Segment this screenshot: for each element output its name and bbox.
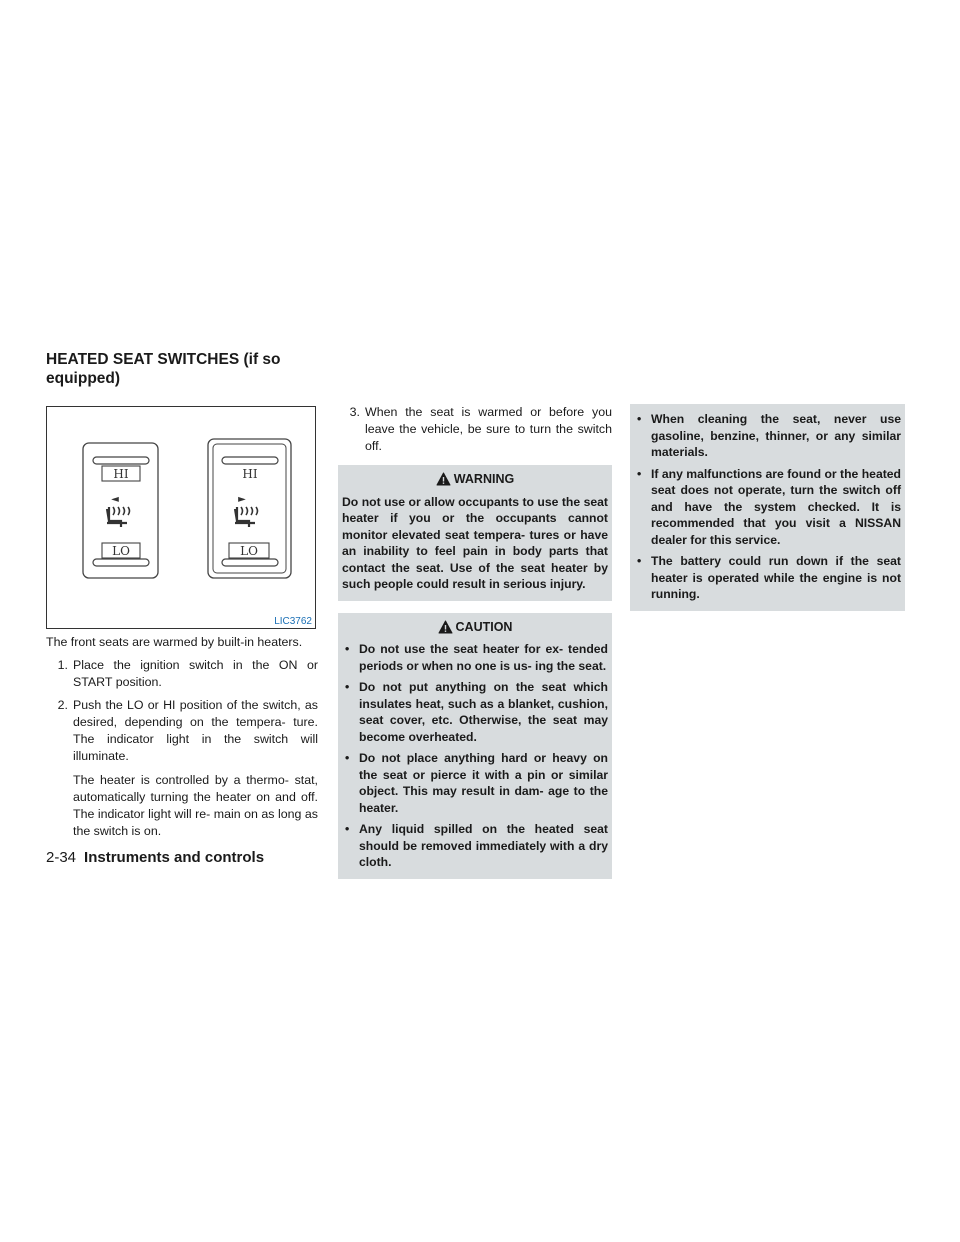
step-2 [46,697,318,765]
step-text: Place the ignition switch in the ON or START position. [73,658,318,689]
list-item: • Do not put anything on the seat which insulates heat, such as a blanket, cushion, seat cover, etc. Otherwise, the seat may become overheated. [345,680,608,744]
warning-text: Do not use or allow occupants to use the seat heater if you or the occupants cannot monitor elevated seat tempera- tures or have an inability to feel pain in body parts that contact the seat. Use of the seat heater by such people could result in serious injury. [342,494,608,591]
switch-illustration [47,407,315,628]
left-lo-label: LO [112,544,130,558]
step-3 [338,404,612,455]
caution-box [338,613,612,879]
page-footer [46,849,264,866]
thermostat-note: The heater is controlled by a thermo- stat, automatically turning the heater on and off. The indicator light will re- main on as long as the switch is on. [73,773,318,838]
right-arrow-icon: ► [238,494,246,505]
list-item: • Do not place anything hard or heavy on the seat or pierce it with a pin or similar object. This may result in dam- age to the heater. [345,751,608,815]
list-item: • When cleaning the seat, never use gasoline, benzine, thinner, or any similar materials. [637,412,901,459]
warning-triangle-icon [438,620,453,634]
seat-heater-icon [235,507,258,527]
caution-label: CAUTION [455,619,513,634]
list-item: • The battery could run down if the seat heater is operated while the engine is not running. [637,554,901,601]
list-item: • Any liquid spilled on the heated seat should be removed immediately with a dry cloth. [345,822,608,869]
column-2 [338,404,612,879]
list-item: • Do not use the seat heater for ex- tended periods or when no one is us- ing the seat. [345,642,608,673]
seat-heater-icon [107,507,130,527]
step-text: Push the LO or HI position of the switch, as desired, depending on the tempera- ture. The indicator light in the switch will illuminate. [73,698,318,763]
list-item: • If any malfunctions are found or the heated seat does not operate, turn the switch off and have the system checked. It is recommended that you visit a NISSAN dealer for this service. [637,466,901,547]
heated-seat-switch-figure [46,406,316,629]
intro-paragraph: The front seats are warmed by built-in heaters. [46,635,303,649]
section-title: HEATED SEAT SWITCHES (if so equipped) [46,351,281,387]
step-1 [46,657,318,691]
column-1 [46,634,318,840]
caution-list [342,641,608,871]
step-number: 3. [349,405,360,419]
caution-box-continued [630,404,905,611]
caution-list-continued [634,411,901,603]
step-number: 1. [57,658,68,672]
warning-box [338,465,612,601]
left-arrow-icon: ◄ [111,494,119,505]
right-hi-label: HI [242,467,258,481]
figure-code: LIC3762 [274,616,312,627]
warning-triangle-icon [436,472,451,486]
page-number: 2-34 [46,849,77,866]
caution-header [342,619,608,636]
right-lo-label: LO [240,544,258,558]
warning-header [342,471,608,488]
warning-label: WARNING [453,472,515,486]
step-text: When the seat is warmed or before you leave the vehicle, be sure to turn the switch off. [365,405,612,453]
chapter-title: Instruments and controls [84,849,265,866]
step-number: 2. [57,698,68,712]
left-hi-label: HI [113,467,129,481]
column-3 [630,404,905,611]
